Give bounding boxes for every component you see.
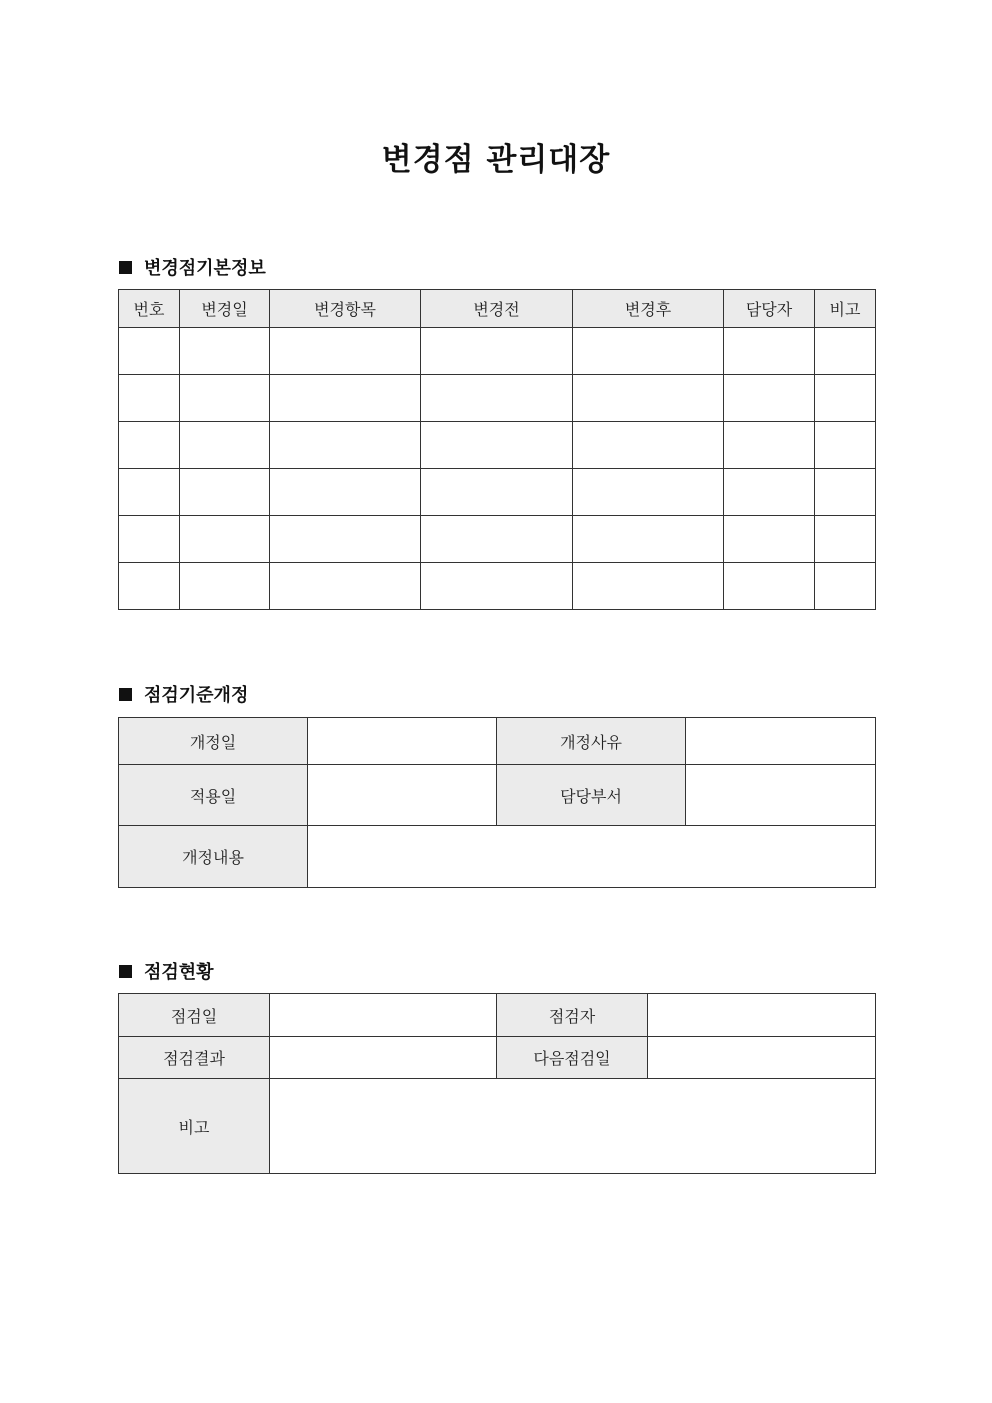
department-label: 담당부서: [497, 765, 686, 826]
table-cell[interactable]: [180, 516, 270, 563]
table-cell[interactable]: [815, 422, 876, 469]
table-cell[interactable]: [815, 375, 876, 422]
table-cell[interactable]: [421, 422, 573, 469]
inspection-status-table: [118, 993, 876, 1174]
table-cell[interactable]: [573, 516, 724, 563]
revision-reason-label: 개정사유: [497, 718, 686, 765]
next-inspection-date-label: 다음점검일: [497, 1037, 648, 1079]
square-bullet-icon: [119, 261, 132, 274]
next-inspection-date-field[interactable]: [648, 1037, 876, 1079]
standard-revision-table: [118, 717, 876, 888]
section-heading-inspection-label: 점검현황: [144, 962, 214, 983]
inspection-result-field[interactable]: [270, 1037, 497, 1079]
table-cell[interactable]: [270, 516, 421, 563]
section-heading-revision: [119, 681, 248, 707]
table-cell[interactable]: [180, 422, 270, 469]
table-cell[interactable]: [724, 469, 815, 516]
section-heading-inspection: [119, 958, 214, 984]
column-header-remarks: 비고: [815, 290, 876, 328]
table-row: [119, 469, 876, 516]
table-cell[interactable]: [573, 563, 724, 610]
table-cell[interactable]: [180, 563, 270, 610]
table-cell[interactable]: [815, 516, 876, 563]
table-row: [119, 765, 876, 826]
change-basic-info-table: [118, 289, 876, 610]
table-cell[interactable]: [815, 328, 876, 375]
section-heading-basic: [119, 254, 266, 280]
remarks-field[interactable]: [270, 1079, 876, 1174]
column-header-number: 번호: [119, 290, 180, 328]
table-row: [119, 516, 876, 563]
table-cell[interactable]: [270, 328, 421, 375]
apply-date-field[interactable]: [308, 765, 497, 826]
inspection-date-field[interactable]: [270, 994, 497, 1037]
column-header-before: 변경전: [421, 290, 573, 328]
table-cell[interactable]: [421, 469, 573, 516]
table-cell[interactable]: [119, 516, 180, 563]
table-cell[interactable]: [270, 469, 421, 516]
inspector-label: 점검자: [497, 994, 648, 1037]
square-bullet-icon: [119, 965, 132, 978]
table-header-row: [119, 290, 876, 328]
page-title: 변경점 관리대장: [381, 142, 611, 178]
table-cell[interactable]: [573, 469, 724, 516]
table-cell[interactable]: [573, 375, 724, 422]
table-cell[interactable]: [724, 422, 815, 469]
revision-content-label: 개정내용: [119, 826, 308, 888]
table-cell[interactable]: [421, 328, 573, 375]
table-cell[interactable]: [180, 328, 270, 375]
revision-date-label: 개정일: [119, 718, 308, 765]
table-cell[interactable]: [119, 563, 180, 610]
column-header-manager: 담당자: [724, 290, 815, 328]
revision-date-field[interactable]: [308, 718, 497, 765]
table-row: [119, 563, 876, 610]
remarks-label: 비고: [119, 1079, 270, 1174]
table-cell[interactable]: [421, 563, 573, 610]
inspection-date-label: 점검일: [119, 994, 270, 1037]
table-row: [119, 826, 876, 888]
table-row: [119, 718, 876, 765]
table-cell[interactable]: [180, 469, 270, 516]
table-cell[interactable]: [573, 422, 724, 469]
column-header-change-item: 변경항목: [270, 290, 421, 328]
column-header-change-date: 변경일: [180, 290, 270, 328]
table-cell[interactable]: [815, 563, 876, 610]
revision-content-field[interactable]: [308, 826, 876, 888]
section-heading-basic-label: 변경점기본정보: [144, 258, 266, 279]
table-cell[interactable]: [724, 563, 815, 610]
table-cell[interactable]: [119, 469, 180, 516]
table-cell[interactable]: [573, 328, 724, 375]
inspection-result-label: 점검결과: [119, 1037, 270, 1079]
table-cell[interactable]: [119, 328, 180, 375]
table-cell[interactable]: [270, 375, 421, 422]
table-cell[interactable]: [270, 422, 421, 469]
table-cell[interactable]: [724, 516, 815, 563]
table-cell[interactable]: [724, 328, 815, 375]
table-row: [119, 328, 876, 375]
table-row: [119, 1037, 876, 1079]
table-cell[interactable]: [180, 375, 270, 422]
section-heading-revision-label: 점검기준개정: [144, 685, 249, 706]
table-cell[interactable]: [270, 563, 421, 610]
column-header-after: 변경후: [573, 290, 724, 328]
table-row: [119, 375, 876, 422]
table-cell[interactable]: [119, 375, 180, 422]
table-row: [119, 994, 876, 1037]
table-row: [119, 422, 876, 469]
department-field[interactable]: [686, 765, 876, 826]
apply-date-label: 적용일: [119, 765, 308, 826]
table-cell[interactable]: [724, 375, 815, 422]
revision-reason-field[interactable]: [686, 718, 876, 765]
table-cell[interactable]: [421, 375, 573, 422]
inspector-field[interactable]: [648, 994, 876, 1037]
table-cell[interactable]: [815, 469, 876, 516]
table-cell[interactable]: [421, 516, 573, 563]
table-cell[interactable]: [119, 422, 180, 469]
square-bullet-icon: [119, 688, 132, 701]
table-row: [119, 1079, 876, 1174]
